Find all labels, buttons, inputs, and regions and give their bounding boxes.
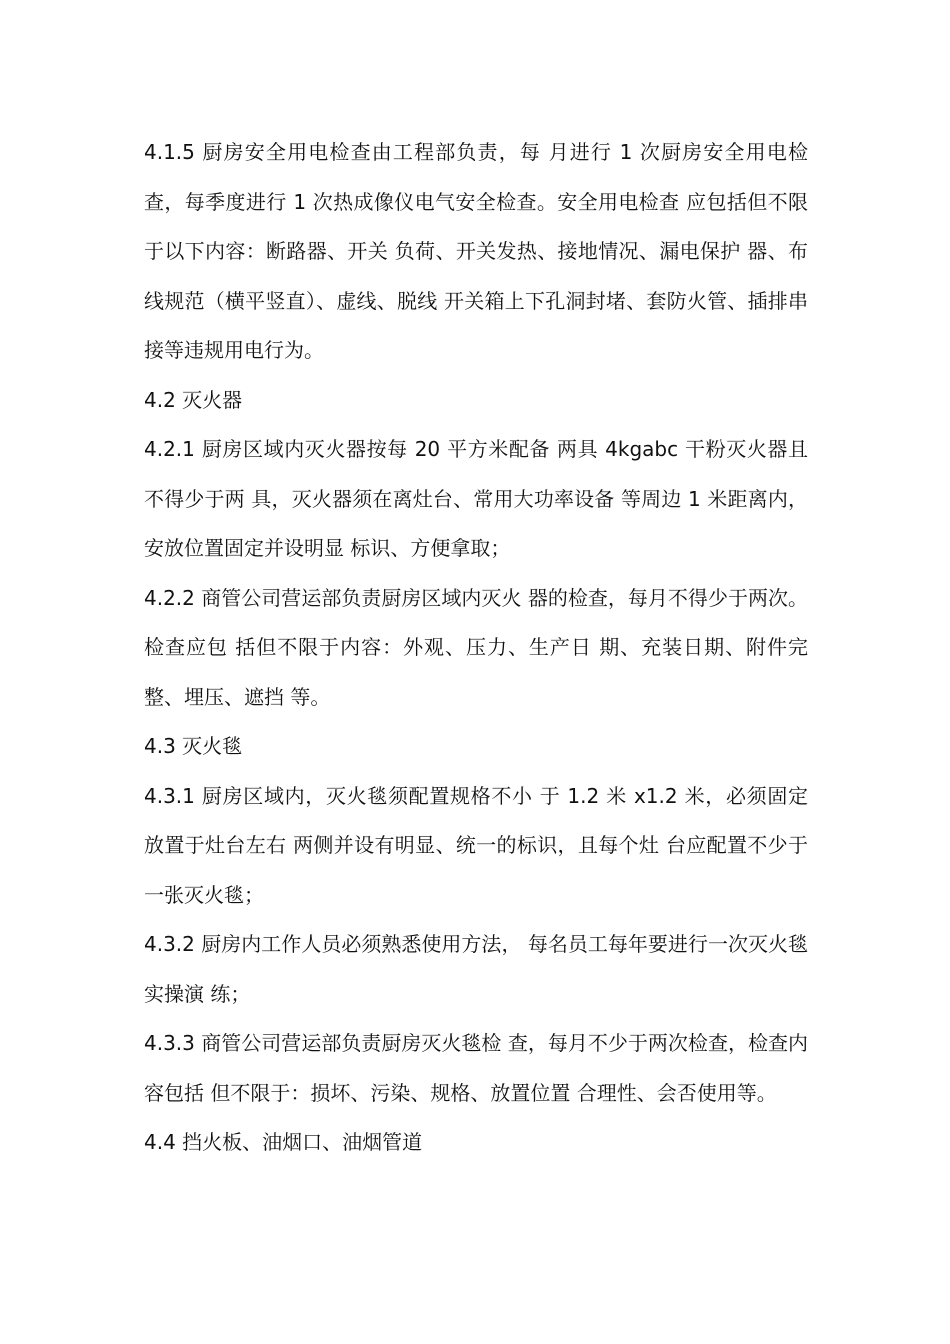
paragraph-4-1-5: 4.1.5 厨房安全用电检查由工程部负责，每 月进行 1 次厨房安全用电检查，每季度进行 1 次热成像仪电气安全检查。安全用电检查 应包括但不限于以下内容：断路器、开关 负荷、开关发热、接地情况、漏电保护 器、布线规范（横平竖直）、虚线、脱线 开关箱上下孔洞封堵、套防火管、插排串 接等违规用电行为。 [144,140,808,362]
paragraph-4-2-1: 4.2.1 厨房区域内灭火器按每 20 平方米配备 两具 4kgabc 干粉灭火器且不得少于两 具，灭火器须在离灶台、常用大功率设备 等周边 1 米距离内，安放位置固定并设明显 标识、方便拿取； [144,437,808,560]
paragraph-4-3-3: 4.3.3 商管公司营运部负责厨房灭火毯检 查，每月不少于两次检查，检查内容包括 但不限于：损坏、污染、规格、放置位置 合理性、会否使用等。 [144,1031,808,1105]
document-body [144,128,808,1168]
paragraph-4-3-2: 4.3.2 厨房内工作人员必须熟悉使用方法， 每名员工每年要进行一次灭火毯实操演 练； [144,932,808,1006]
paragraph-4-3-1: 4.3.1 厨房区域内，灭火毯须配置规格不小 于 1.2 米 x1.2 米，必须固定放置于灶台左右 两侧并设有明显、统一的标识，且每个灶 台应配置不少于一张灭火毯； [144,783,808,907]
section-heading-4-4: 4.4 挡火板、油烟口、油烟管道 [144,1130,423,1154]
section-heading-4-2: 4.2 灭火器 [144,387,243,412]
paragraph-4-2-2: 4.2.2 商管公司营运部负责厨房区域内灭火 器的检查，每月不得少于两次。检查应包 括但不限于内容：外观、压力、生产日 期、充装日期、附件完整、埋压、遮挡 等。 [144,585,808,709]
section-heading-4-3: 4.3 灭火毯 [144,734,243,758]
